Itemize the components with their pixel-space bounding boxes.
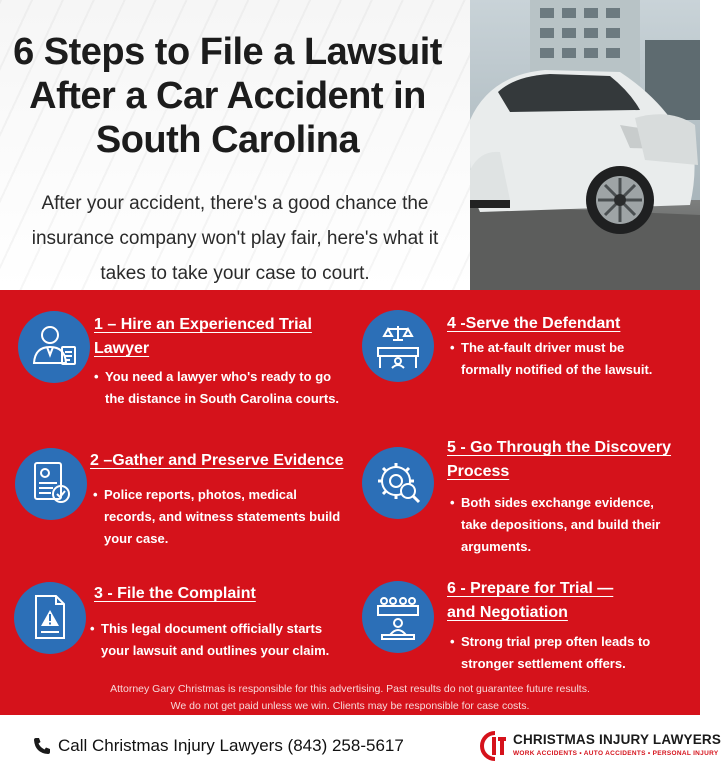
bullet-line: take depositions, and build their xyxy=(461,517,661,532)
step-title-line: 3 - File the Complaint xyxy=(94,585,256,602)
bullet-line: formally notified of the lawsuit. xyxy=(461,362,653,377)
intro-line: takes to take your case to court. xyxy=(100,263,370,284)
complaint-document-icon xyxy=(14,582,86,654)
bullet-line: your case. xyxy=(104,531,169,546)
step-title-line: and Negotiation xyxy=(447,604,568,621)
call-to-action-phone[interactable]: Call Christmas Injury Lawyers (843) 258-5617 xyxy=(58,736,404,755)
bullet-line: You need a lawyer who's ready to go xyxy=(105,369,332,384)
disclaimer-line: Attorney Gary Christmas is responsible for this advertising. Past results do not guarantee future results. xyxy=(110,683,590,695)
step-3-title xyxy=(94,582,256,606)
bullet-line: arguments. xyxy=(461,539,532,554)
step-6-title xyxy=(447,577,613,625)
company-logo-name: CHRISTMAS INJURY LAWYERS xyxy=(513,732,721,747)
step-2-bullet: • Police reports, photos, medical records, and witness statements build your case. xyxy=(104,484,340,550)
company-logo-tagline: WORK ACCIDENTS • AUTO ACCIDENTS • PERSONAL INJURY xyxy=(513,750,719,757)
step-6-bullet: • Strong trial prep often leads to stronger settlement offers. xyxy=(461,631,650,675)
step-5-bullet: • Both sides exchange evidence, take depositions, and build their arguments. xyxy=(461,492,660,558)
bullet-line: The at-fault driver must be xyxy=(461,340,625,355)
disclaimer-line: We do not get paid unless we win. Clients may be responsible for case costs. xyxy=(170,700,530,712)
intro-text xyxy=(20,186,450,291)
step-title-line: Process xyxy=(447,463,510,480)
title-line: After a Car Accident in xyxy=(29,75,426,117)
page-title xyxy=(0,30,455,162)
title-line: 6 Steps to File a Lawsuit xyxy=(13,31,442,73)
step-4-bullet: • The at-fault driver must be formally notified of the lawsuit. xyxy=(461,337,652,381)
evidence-document-icon xyxy=(15,448,87,520)
lawyer-icon xyxy=(18,311,90,383)
bullet-line: Strong trial prep often leads to xyxy=(461,634,651,649)
step-5-title xyxy=(447,436,671,484)
step-1-bullet: • You need a lawyer who's ready to go the distance in South Carolina courts. xyxy=(105,366,339,410)
court-scales-icon xyxy=(362,310,434,382)
step-title-line: Lawyer xyxy=(94,340,150,357)
title-line: South Carolina xyxy=(95,119,360,161)
bullet-line: This legal document officially starts xyxy=(101,621,323,636)
step-4-title xyxy=(447,312,620,336)
step-title-line: 2 –Gather and Preserve Evidence xyxy=(90,452,344,469)
step-title-line: 4 -Serve the Defendant xyxy=(447,315,621,332)
phone-icon xyxy=(32,736,52,756)
intro-line: insurance company won't play fair, here's what it xyxy=(31,228,439,249)
intro-line: After your accident, there's a good chance the xyxy=(41,193,429,214)
damaged-car-photo xyxy=(470,0,700,290)
bullet-line: records, and witness statements build xyxy=(104,509,341,524)
step-3-bullet: • This legal document officially starts your lawsuit and outlines your claim. xyxy=(101,618,329,662)
bullet-line: the distance in South Carolina courts. xyxy=(105,391,340,406)
company-logo-icon xyxy=(482,731,508,761)
footer xyxy=(0,715,721,775)
step-1-title xyxy=(94,313,312,361)
bullet-line: Both sides exchange evidence, xyxy=(461,495,654,510)
step-title-line: 6 - Prepare for Trial — xyxy=(447,580,614,597)
step-2-title xyxy=(90,449,343,473)
bullet-line: stronger settlement offers. xyxy=(461,656,626,671)
step-title-line: 5 - Go Through the Discovery xyxy=(447,439,672,456)
bullet-line: Police reports, photos, medical xyxy=(104,487,297,502)
step-title-line: 1 – Hire an Experienced Trial xyxy=(94,316,312,333)
discovery-search-icon xyxy=(362,447,434,519)
disclaimer xyxy=(0,681,700,715)
courtroom-jury-icon xyxy=(362,581,434,653)
bullet-line: your lawsuit and outlines your claim. xyxy=(101,643,330,658)
